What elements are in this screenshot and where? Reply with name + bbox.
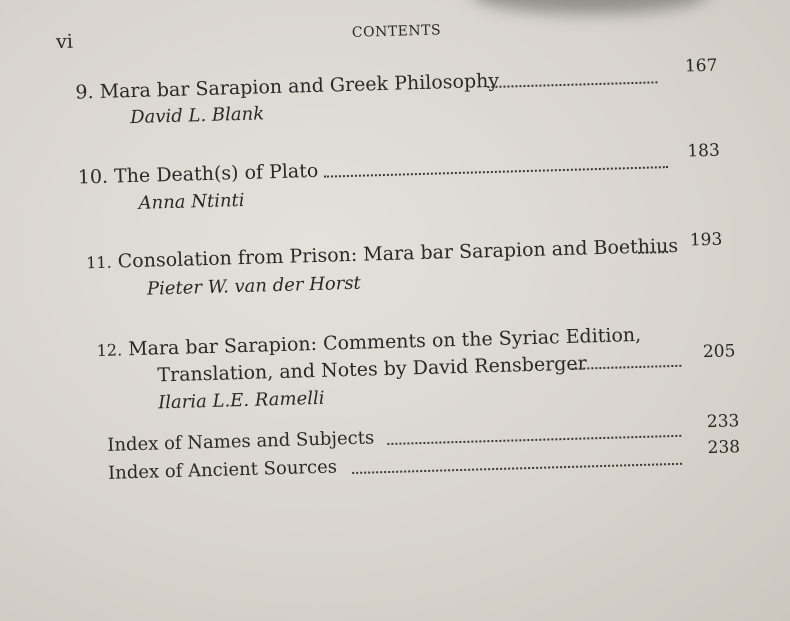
index-title: Index of Ancient Sources — [107, 456, 338, 484]
page-number: 193 — [689, 229, 723, 251]
chapter-title: Mara bar Sarapion and Greek Philosophy — [99, 69, 500, 103]
running-head: CONTENTS — [351, 22, 442, 41]
chapter-title: The Death(s) of Plato — [113, 159, 319, 188]
toc-entry-11 — [86, 231, 747, 301]
page-number: 233 — [706, 411, 740, 433]
chapter-number: 12. — [96, 340, 123, 361]
page-number: 167 — [684, 55, 718, 77]
chapter-title-continued: Translation, and Notes by David Rensberger — [157, 352, 588, 387]
chapter-number: 10. — [77, 165, 109, 189]
index-title: Index of Names and Subjects — [107, 427, 375, 456]
chapter-author: Ilaria L.E. Ramelli — [157, 387, 325, 414]
chapter-title: Consolation from Prison: Mara bar Sarapion and Boethius — [117, 234, 679, 273]
dot-leader — [387, 435, 681, 445]
page-number: 238 — [707, 437, 741, 459]
chapter-title: Mara bar Sarapion: Comments on the Syriac Edition, — [127, 323, 642, 361]
toc-entry-10 — [77, 140, 738, 215]
toc-entry-9 — [75, 55, 736, 129]
folio: vi — [55, 30, 74, 54]
page-number: 205 — [702, 341, 736, 363]
dot-leader — [352, 463, 682, 474]
page-number: 183 — [687, 140, 721, 162]
chapter-author: Pieter W. van der Horst — [146, 272, 362, 300]
index-ancient-sources — [108, 454, 338, 486]
chapter-author: David L. Blank — [129, 103, 265, 129]
toc-entry-12 — [96, 319, 758, 415]
chapter-author: Anna Ntinti — [138, 189, 245, 214]
chapter-number: 9. — [75, 81, 94, 104]
chapter-number: 11. — [85, 252, 112, 273]
